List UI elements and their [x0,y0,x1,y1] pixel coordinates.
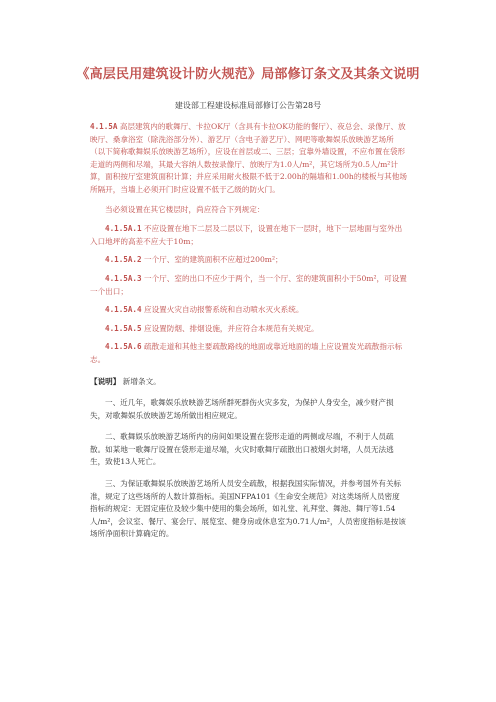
sub-clause-number: 4.1.5A.4 [105,305,142,315]
sub-clause-text: 一个厅、室的出口不应少于两个，当一个厅、室的建筑面积小于50m²，可设置一个出口； [90,273,407,296]
paragraph: 三、为保证歌舞娱乐放映游艺场所人员安全疏散，根据我国实际情况，并参考国外有关标准，规定了这些场所的人数计算指标。美国NFPA101《生命安全规范》对这类场所人员密度指标的规定：无固定座位及较少集中使用的集会场所，如礼堂、礼拜堂、舞池、舞厅等1.54人/m²，会议室、餐厅、宴会厅、展览室、健身房或休息室为0.71人/m²，人员密度指标是按该场所净面积计算确定的。 [90,479,406,539]
sub-clause-text: 疏散走道和其他主要疏散路线的地面或靠近地面的墙上应设置发光疏散指示标志。 [90,342,403,364]
sub-clause [90,304,407,317]
sub-clause-number: 4.1.5A.2 [105,255,142,265]
sub-clause-number: 4.1.5A.5 [105,323,142,333]
document-subtitle: 建设部工程建设标准局部修订公告第28号 [174,101,322,110]
explanation-text: 新增条文。 [122,376,161,386]
document-body [90,121,407,541]
clause-number: 4.1.5A [90,122,118,131]
explanation [90,376,407,389]
sub-clause-text: 一个厅、室的建筑面积不应超过200m²； [144,255,283,265]
sub-clause-number: 4.1.5A.3 [105,273,142,283]
sub-clause [90,341,407,366]
sub-clause-number: 4.1.5A.1 [105,224,142,234]
sub-clause [90,273,407,298]
document-title: 《高层民用建筑设计防火规范》局部修订条文及其条文说明 [76,67,420,82]
explanation-label: 【说明】 [90,376,121,386]
clause-text: 高层建筑内的歌舞厅、卡拉OK厅（含具有卡拉OK功能的餐厅）、夜总会、录像厅、放映厅、桑拿浴室（除洗浴部分外）、游艺厅（含电子游艺厅）、网吧等歌舞娱乐放映游艺场所（以下简称歌舞娱乐放映游艺场所），应设在首层或二、三层；宜靠外墙设置，不应布置在袋形走道的两侧和尽端，其最大容纳人数按录像厅、放映厅为1.0人/m²，其它场所为0.5人/m²计算，面积按厅室建筑面积计算；并应采用耐火极限不低于2.00h的隔墙和1.00h的楼板与其他场所隔开，当墙上必须开门时应设置不低于乙级的防火门。 [90,122,407,194]
sub-clause-text: 应设置防烟、排烟设施，并应符合本规范有关规定。 [144,323,319,333]
sub-clause [90,254,407,267]
sub-clause-number: 4.1.5A.6 [105,342,142,352]
paragraph: 二、歌舞娱乐放映游艺场所内的房间如果设置在袋形走道的两侧或尽端，不利于人员疏散。如某地一歌舞厅设置在袋形走道尽端，火灾时歌舞厅疏散出口被烟火封堵，人员无法逃生，致使13人死亡。 [90,432,394,467]
clause-intro: 当必须设置在其它楼层时，尚应符合下列规定： [105,204,265,214]
sub-clause [90,223,407,248]
sub-clause-text: 不应设置在地下二层及二层以下，设置在地下一层时，地下一层地面与室外出入口地坪的高差不应大于10m； [90,224,403,246]
sub-clause-text: 应设置火灾自动报警系统和自动喷水灭火系统。 [144,305,304,315]
sub-clause [90,323,407,336]
paragraph: 一、近几年，歌舞娱乐放映游艺场所群死群伤火灾多发，为保护人身安全，减少财产损失，对歌舞娱乐放映游艺场所做出相应规定。 [90,398,394,420]
clause-main [90,121,407,197]
